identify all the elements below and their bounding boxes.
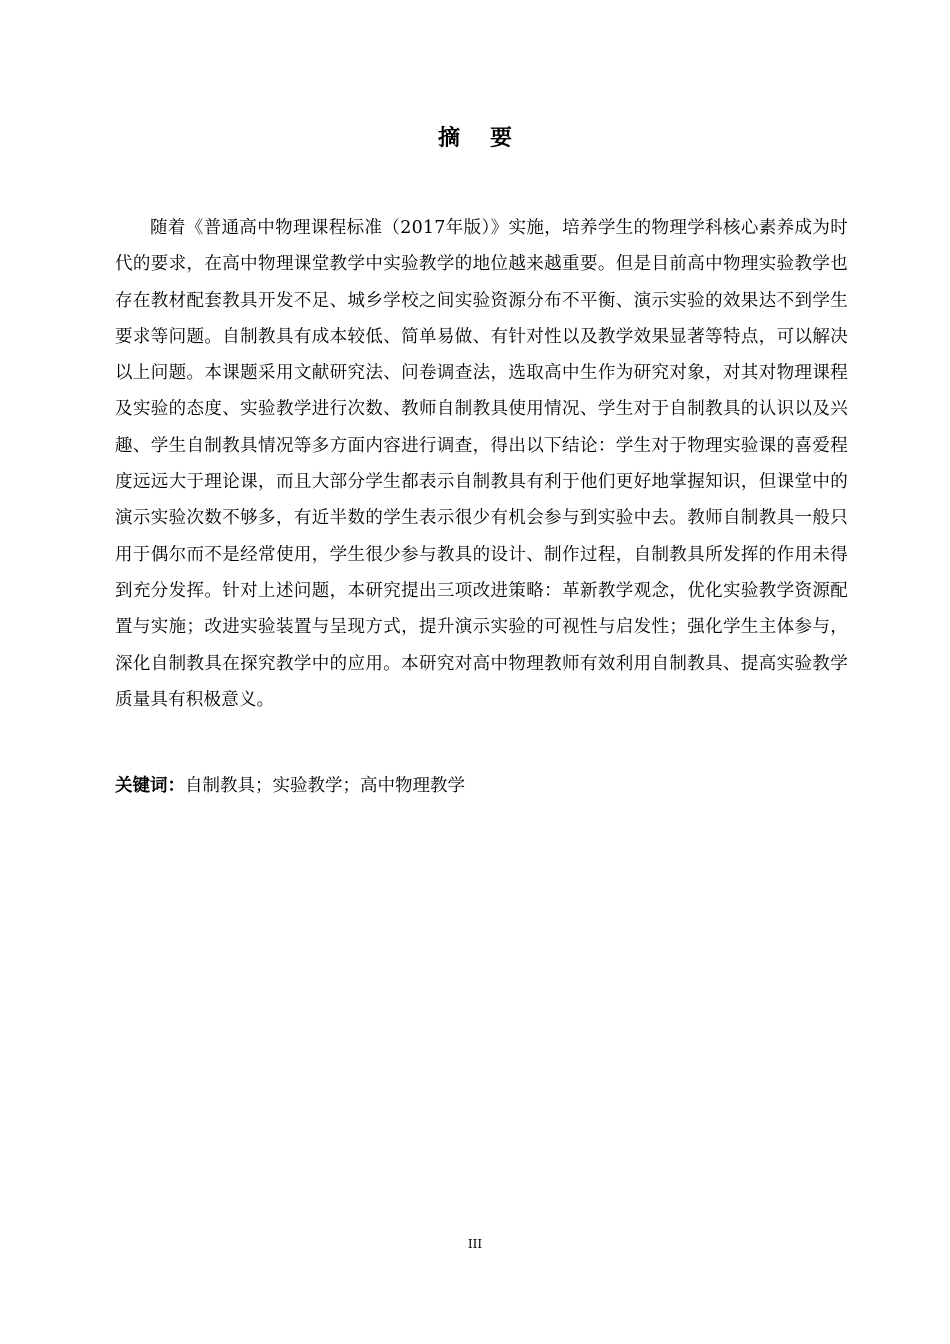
keywords-line — [115, 768, 848, 804]
keywords-value: 自制教具；实验教学；高中物理教学 — [185, 776, 465, 796]
abstract-heading-char-1: 摘 — [437, 126, 460, 151]
page-number: III — [467, 1237, 483, 1251]
abstract-body: 随着《普通高中物理课程标准（2017年版）》实施，培养学生的物理学科核心素养成为时代的要求，在高中物理课堂教学中实验教学的地位越来越重要。但是目前高中物理实验教学也存在教材配套教具开发不足、城乡学校之间实验资源分布不平衡、演示实验的效果达不到学生要求等问题。自制教具有成本较低、简单易做、有针对性以及教学效果显著等特点，可以解决以上问题。本课题采用文献研究法、问卷调查法，选取高中生作为研究对象，对其对物理课程及实验的态度、实验教学进行次数、教师自制教具使用情况、学生对于自制教具的认识以及兴趣、学生自制教具情况等多方面内容进行调查，得出以下结论：学生对于物理实验课的喜爱程度远远大于理论课，而且大部分学生都表示自制教具有利于他们更好地掌握知识，但课堂中的演示实验次数不够多，有近半数的学生表示很少有机会参与到实验中去。教师自制教具一般只用于偶尔而不是经常使用，学生很少参与教具的设计、制作过程，自制教具所发挥的作用未得到充分发挥。针对上述问题，本研究提出三项改进策略：革新教学观念，优化实验教学资源配置与实施；改进实验装置与呈现方式，提升演示实验的可视性与启发性；强化学生主体参与，深化自制教具在探究教学中的应用。本研究对高中物理教师有效利用自制教具、提高实验教学质量具有积极意义。 — [115, 218, 848, 710]
abstract-heading — [0, 124, 950, 154]
abstract-heading-char-2: 要 — [490, 126, 513, 151]
keywords-label: 关键词： — [115, 776, 185, 796]
